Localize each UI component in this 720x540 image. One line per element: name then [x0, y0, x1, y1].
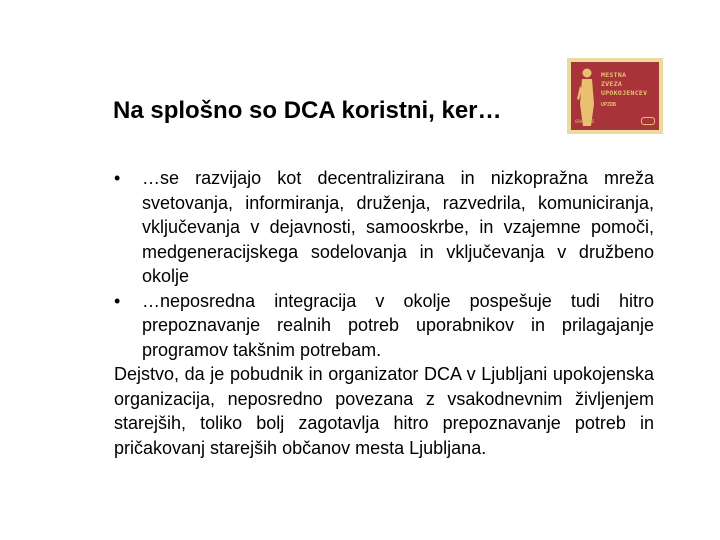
logo-line: UPOKOJENCEV [601, 89, 648, 97]
bullet-icon: • [114, 168, 121, 188]
logo-subtext: UPZDB [601, 102, 617, 108]
logo-mark-icon [641, 117, 655, 125]
bullet-text: …se razvijajo kot decentralizirana in nizkopražna mreža svetovanja, informiranja, druženja, razvedrila, komuniciranja, vključevanja v dejavnosti, samooskrbe, in vzajemne pomoči, medgeneracijskega sodelovanja in vključevanja v družbeno okolje [142, 168, 654, 286]
closing-paragraph: Dejstvo, da je pobudnik in organizator DCA v Ljubljani upokojenska organizacija, neposredno povezana z vsakodnevnim življenjem starejših, toliko bolj zagotavlja hitro prepoznavanje potreb in pričakovanj starejših občanov mesta Ljubljana. [114, 364, 654, 458]
bullet-icon: • [114, 290, 121, 311]
logo-foot-text: GRAVITAS [575, 119, 595, 124]
slide-body [114, 166, 654, 460]
logo-line: ZVEZA [601, 80, 623, 88]
bullet-item [114, 289, 654, 363]
logo-text [601, 71, 647, 98]
bullet-item [114, 166, 654, 289]
logo [567, 58, 663, 134]
slide-title: Na splošno so DCA koristni, ker… [113, 97, 502, 124]
bullet-list [114, 166, 654, 362]
logo-line: MESTNA [601, 71, 627, 79]
logo-panel [571, 62, 659, 130]
bullet-text: …neposredna integracija v okolje pospešuje tudi hitro prepoznavanje realnih potreb uporabnikov in prilagajanje programov takšnim potrebam. [142, 290, 654, 360]
